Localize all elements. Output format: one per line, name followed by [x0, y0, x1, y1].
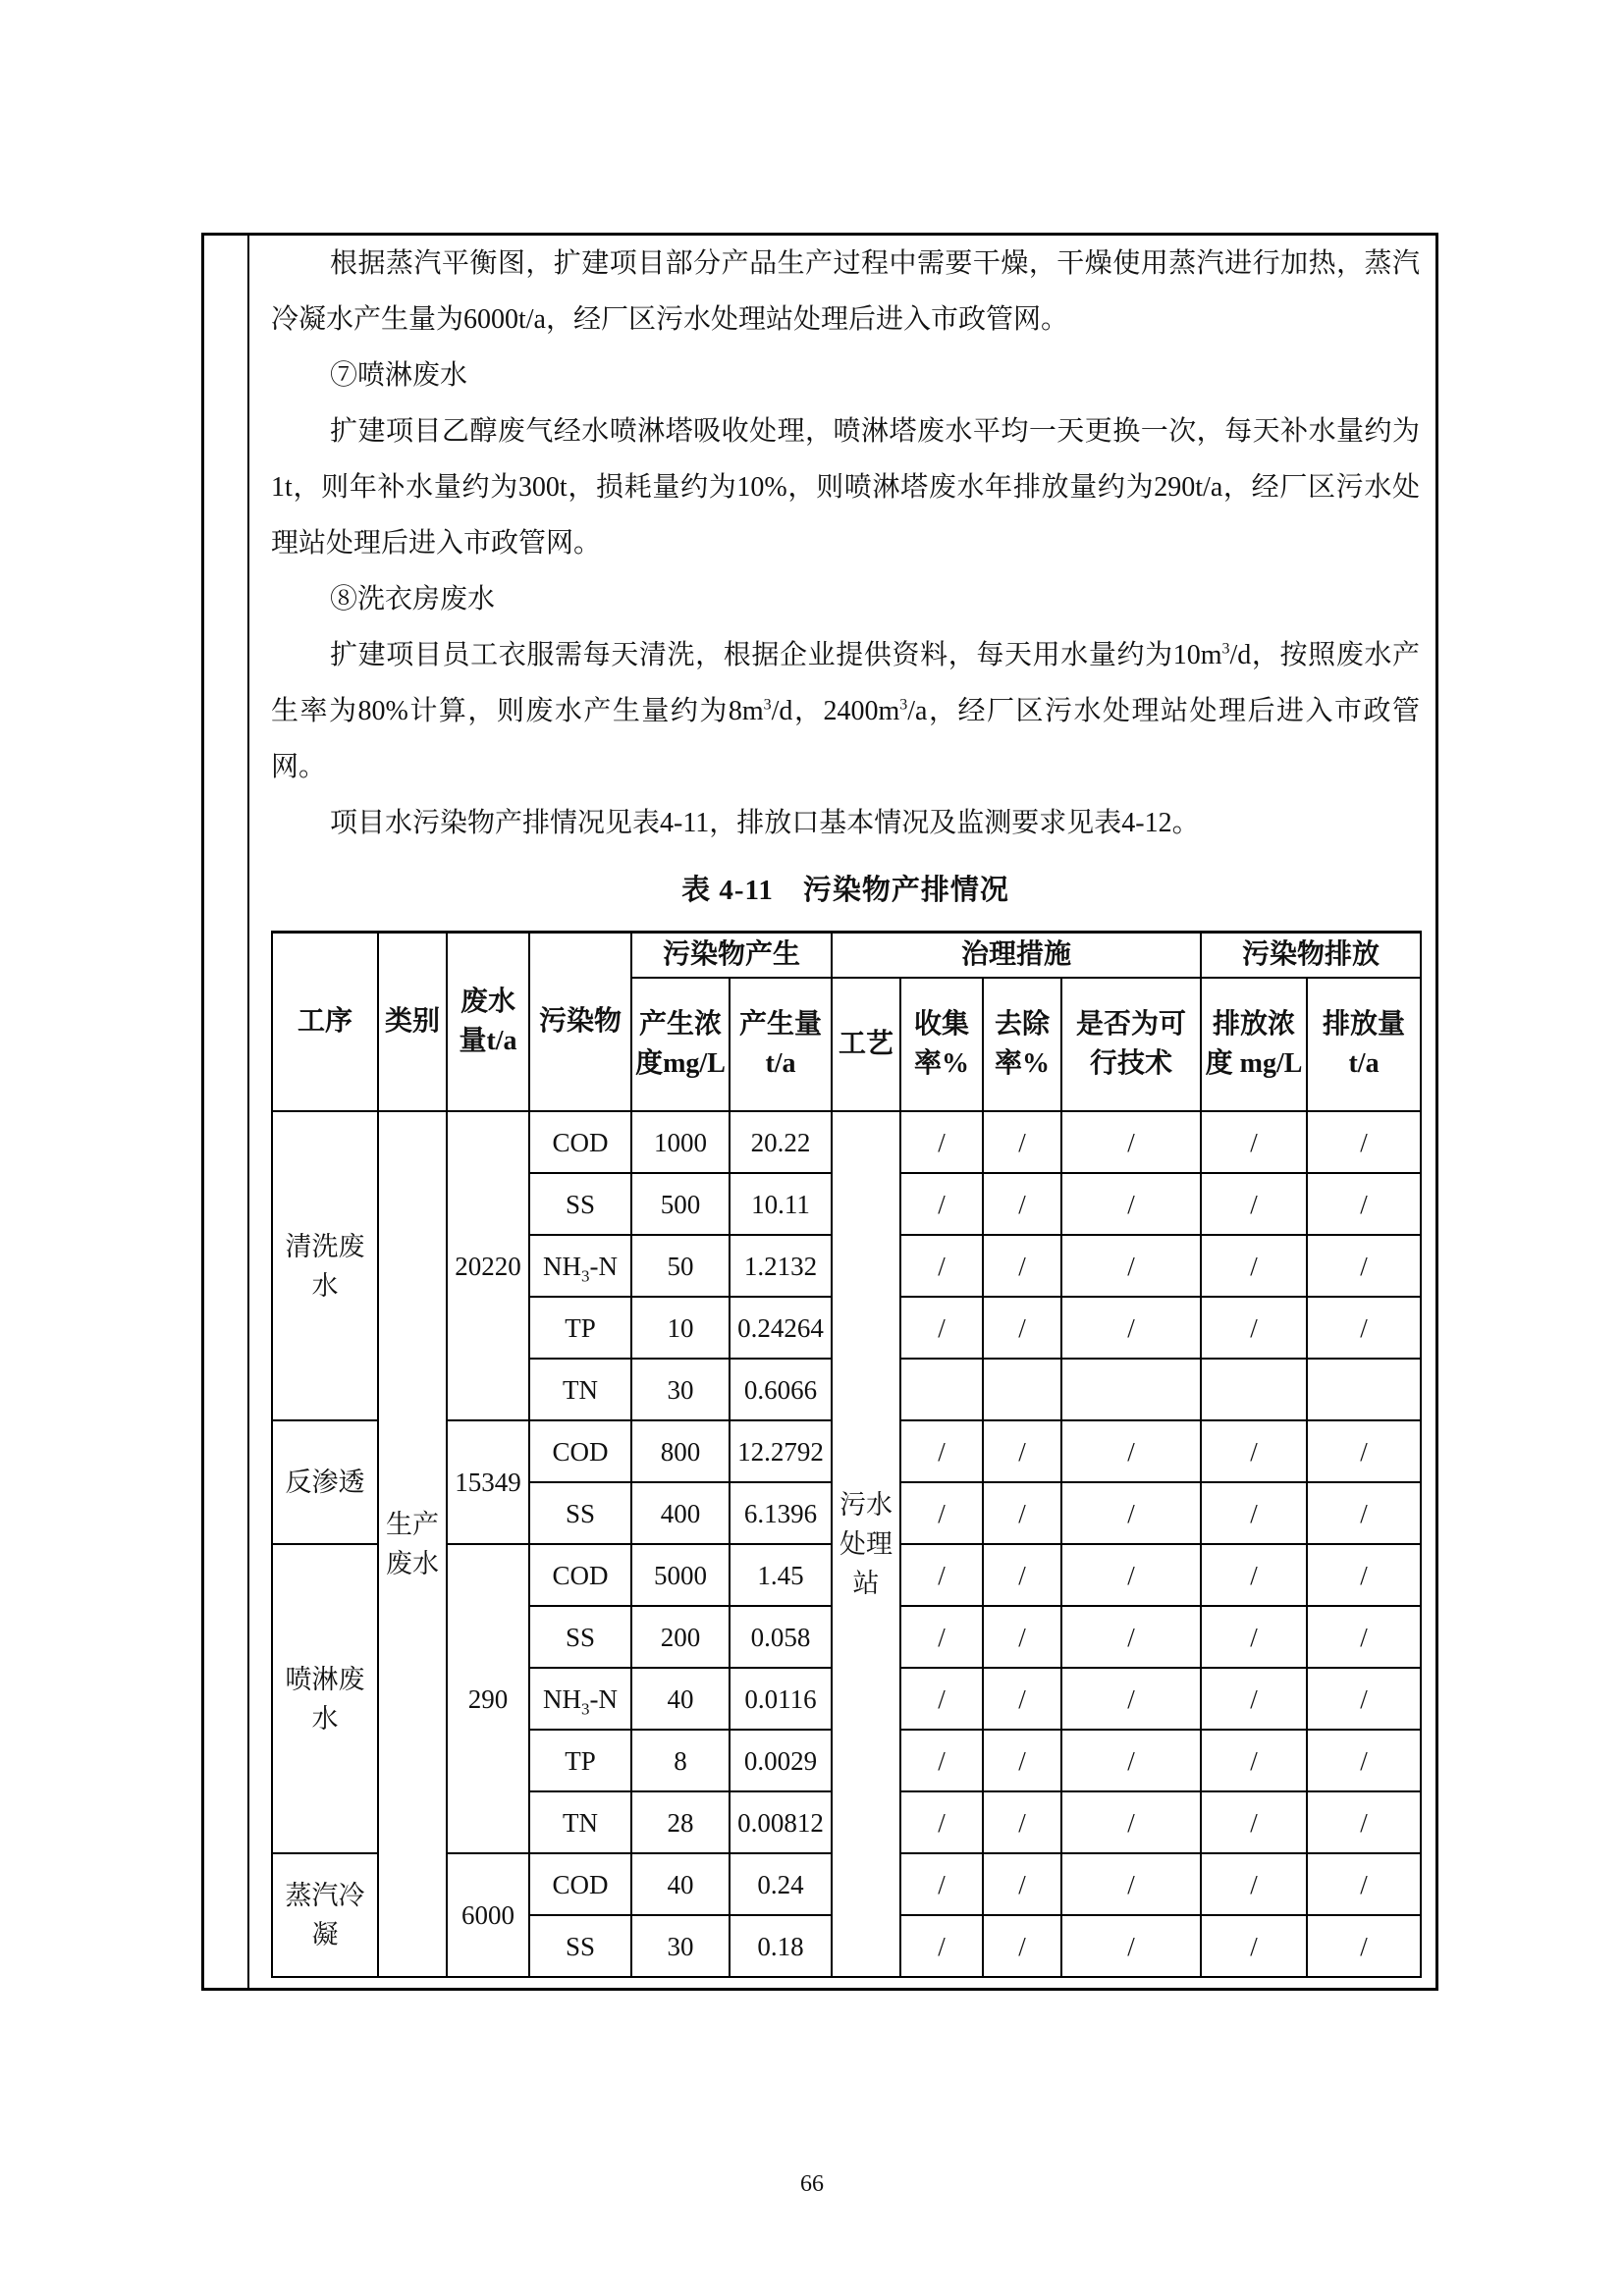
cell-dis-conc: /: [1201, 1297, 1307, 1359]
cell-dis-conc: /: [1201, 1544, 1307, 1606]
cell-pollutant: SS: [529, 1482, 631, 1544]
body-text: [271, 236, 1420, 851]
frame-left-rule: [247, 233, 249, 1991]
cell-removal: /: [983, 1544, 1061, 1606]
cell-pollutant: TP: [529, 1297, 631, 1359]
cell-process: 清洗废水: [272, 1111, 378, 1420]
cell-conc: 50: [631, 1235, 730, 1297]
cell-volume: 15349: [447, 1420, 529, 1544]
cell-removal: /: [983, 1915, 1061, 1977]
header-gen-concentration: 产生浓度mg/L: [631, 978, 730, 1111]
cell-feasible: /: [1061, 1730, 1201, 1791]
cell-dis-conc: /: [1201, 1420, 1307, 1482]
cell-feasible: /: [1061, 1297, 1201, 1359]
cell-removal: /: [983, 1111, 1061, 1173]
cell-pollutant-nh3n: [529, 1235, 631, 1297]
header-wastewater-volume: 废水量t/a: [447, 933, 529, 1112]
cell-feasible: /: [1061, 1915, 1201, 1977]
paragraph-laundry-wastewater: [271, 627, 1420, 795]
cell-collection: [900, 1359, 983, 1420]
header-gen-amount: 产生量t/a: [730, 978, 832, 1111]
laundry-text-b: /d，按照废水产生率为80%计算，则废水产生量约为8m: [271, 640, 1420, 726]
cell-feasible: /: [1061, 1111, 1201, 1173]
cell-collection: /: [900, 1235, 983, 1297]
cell-amount: 12.2792: [730, 1420, 832, 1482]
cell-conc: 8: [631, 1730, 730, 1791]
cell-dis-conc: [1201, 1359, 1307, 1420]
cell-collection: /: [900, 1791, 983, 1853]
header-dis-concentration: 排放浓度 mg/L: [1201, 978, 1307, 1111]
cell-category: 生产废水: [378, 1111, 447, 1977]
header-group-discharge: 污染物排放: [1201, 933, 1421, 979]
cell-process: 喷淋废水: [272, 1544, 378, 1853]
header-group-generation: 污染物产生: [631, 933, 832, 979]
cell-collection: /: [900, 1606, 983, 1668]
cell-dis-amount: /: [1307, 1606, 1421, 1668]
cell-technique: 污水处理站: [832, 1111, 900, 1977]
cell-conc: 5000: [631, 1544, 730, 1606]
laundry-sup-3: 3: [899, 696, 908, 714]
laundry-text-d: /a，经厂区污水处理站处理后进入市政管网。: [271, 696, 1420, 782]
cell-amount: 0.00812: [730, 1791, 832, 1853]
laundry-sup-1: 3: [1221, 640, 1230, 658]
header-feasible: 是否为可行技术: [1061, 978, 1201, 1111]
cell-conc: 400: [631, 1482, 730, 1544]
cell-dis-conc: /: [1201, 1853, 1307, 1915]
cell-pollutant: COD: [529, 1111, 631, 1173]
cell-feasible: /: [1061, 1235, 1201, 1297]
cell-conc: 40: [631, 1668, 730, 1730]
cell-removal: /: [983, 1791, 1061, 1853]
cell-removal: /: [983, 1297, 1061, 1359]
cell-removal: /: [983, 1173, 1061, 1235]
cell-pollutant: COD: [529, 1544, 631, 1606]
cell-dis-amount: /: [1307, 1111, 1421, 1173]
cell-collection: /: [900, 1297, 983, 1359]
cell-collection: /: [900, 1668, 983, 1730]
laundry-sup-2: 3: [763, 696, 772, 714]
cell-volume: 290: [447, 1544, 529, 1853]
cell-amount: 1.2132: [730, 1235, 832, 1297]
cell-pollutant: TN: [529, 1791, 631, 1853]
cell-removal: [983, 1359, 1061, 1420]
cell-collection: /: [900, 1111, 983, 1173]
cell-dis-amount: /: [1307, 1297, 1421, 1359]
cell-dis-conc: /: [1201, 1235, 1307, 1297]
cell-volume: 20220: [447, 1111, 529, 1420]
cell-dis-amount: /: [1307, 1173, 1421, 1235]
header-category: 类别: [378, 933, 447, 1112]
cell-amount: 0.24: [730, 1853, 832, 1915]
cell-dis-amount: /: [1307, 1791, 1421, 1853]
cell-dis-conc: /: [1201, 1482, 1307, 1544]
paragraph-table-reference: 项目水污染物产排情况见表4-11，排放口基本情况及监测要求见表4-12。: [330, 808, 1200, 838]
nh3-main: NH: [543, 1251, 581, 1281]
cell-conc: 200: [631, 1606, 730, 1668]
cell-conc: 10: [631, 1297, 730, 1359]
cell-collection: /: [900, 1173, 983, 1235]
cell-amount: 0.058: [730, 1606, 832, 1668]
cell-dis-amount: /: [1307, 1235, 1421, 1297]
table-row: [272, 1111, 1421, 1173]
paragraph-spray-wastewater: 扩建项目乙醇废气经水喷淋塔吸收处理，喷淋塔废水平均一天更换一次，每天补水量约为1t，则年补水量约为300t，损耗量约为10%，则喷淋塔废水年排放量约为290t/a，经厂区污水处理站处理后进入市政管网。: [271, 416, 1420, 559]
cell-amount: 6.1396: [730, 1482, 832, 1544]
cell-feasible: /: [1061, 1668, 1201, 1730]
cell-removal: /: [983, 1235, 1061, 1297]
header-collection-rate: 收集率%: [900, 978, 983, 1111]
cell-dis-amount: /: [1307, 1544, 1421, 1606]
cell-collection: /: [900, 1420, 983, 1482]
laundry-text-a: 扩建项目员工衣服需每天清洗，根据企业提供资料，每天用水量约为10m: [330, 640, 1222, 670]
cell-amount: 0.0116: [730, 1668, 832, 1730]
table-caption: 表 4-11 污染物产排情况: [681, 875, 1009, 906]
cell-removal: /: [983, 1668, 1061, 1730]
nh3-sub: 3: [581, 1265, 590, 1285]
cell-process: 反渗透: [272, 1420, 378, 1544]
cell-collection: /: [900, 1853, 983, 1915]
cell-conc: 800: [631, 1420, 730, 1482]
cell-process: 蒸汽冷凝: [272, 1853, 378, 1977]
cell-dis-amount: /: [1307, 1915, 1421, 1977]
cell-pollutant: TP: [529, 1730, 631, 1791]
cell-removal: /: [983, 1482, 1061, 1544]
paragraph-steam-condensate: 根据蒸汽平衡图，扩建项目部分产品生产过程中需要干燥，干燥使用蒸汽进行加热，蒸汽冷凝水产生量为6000t/a，经厂区污水处理站处理后进入市政管网。: [271, 248, 1420, 335]
cell-feasible: /: [1061, 1420, 1201, 1482]
cell-collection: /: [900, 1730, 983, 1791]
cell-conc: 1000: [631, 1111, 730, 1173]
cell-removal: /: [983, 1730, 1061, 1791]
cell-dis-conc: /: [1201, 1791, 1307, 1853]
cell-amount: 1.45: [730, 1544, 832, 1606]
nh3-tail: -N: [589, 1251, 618, 1281]
header-group-treatment: 治理措施: [832, 933, 1201, 979]
cell-dis-conc: /: [1201, 1606, 1307, 1668]
cell-pollutant: SS: [529, 1915, 631, 1977]
pollutant-table: [271, 931, 1422, 1978]
cell-dis-conc: /: [1201, 1111, 1307, 1173]
laundry-text-c: /d，2400m: [771, 696, 900, 726]
cell-feasible: [1061, 1359, 1201, 1420]
cell-conc: 28: [631, 1791, 730, 1853]
cell-dis-conc: /: [1201, 1730, 1307, 1791]
cell-pollutant: COD: [529, 1420, 631, 1482]
cell-removal: /: [983, 1420, 1061, 1482]
header-process: 工序: [272, 933, 378, 1112]
cell-feasible: /: [1061, 1853, 1201, 1915]
cell-dis-amount: /: [1307, 1730, 1421, 1791]
heading-laundry-wastewater: ⑧洗衣房废水: [330, 584, 496, 614]
cell-pollutant-nh3n: [529, 1668, 631, 1730]
cell-dis-amount: /: [1307, 1420, 1421, 1482]
cell-collection: /: [900, 1482, 983, 1544]
cell-dis-amount: /: [1307, 1668, 1421, 1730]
cell-amount: 0.6066: [730, 1359, 832, 1420]
cell-feasible: /: [1061, 1606, 1201, 1668]
cell-removal: /: [983, 1853, 1061, 1915]
header-pollutant: 污染物: [529, 933, 631, 1112]
cell-dis-amount: [1307, 1359, 1421, 1420]
cell-conc: 30: [631, 1359, 730, 1420]
cell-dis-conc: /: [1201, 1668, 1307, 1730]
nh3-sub: 3: [581, 1698, 590, 1718]
cell-pollutant: COD: [529, 1853, 631, 1915]
cell-removal: /: [983, 1606, 1061, 1668]
cell-conc: 30: [631, 1915, 730, 1977]
cell-dis-amount: /: [1307, 1482, 1421, 1544]
header-technique: 工艺: [832, 978, 900, 1111]
cell-volume: 6000: [447, 1853, 529, 1977]
cell-pollutant: SS: [529, 1173, 631, 1235]
cell-feasible: /: [1061, 1173, 1201, 1235]
cell-collection: /: [900, 1544, 983, 1606]
header-dis-amount: 排放量t/a: [1307, 978, 1421, 1111]
cell-amount: 0.0029: [730, 1730, 832, 1791]
cell-dis-conc: /: [1201, 1173, 1307, 1235]
cell-amount: 20.22: [730, 1111, 832, 1173]
cell-amount: 10.11: [730, 1173, 832, 1235]
cell-dis-amount: /: [1307, 1853, 1421, 1915]
cell-conc: 500: [631, 1173, 730, 1235]
cell-feasible: /: [1061, 1791, 1201, 1853]
page-number: 66: [800, 2171, 824, 2197]
cell-dis-conc: /: [1201, 1915, 1307, 1977]
cell-pollutant: TN: [529, 1359, 631, 1420]
cell-collection: /: [900, 1915, 983, 1977]
cell-feasible: /: [1061, 1482, 1201, 1544]
header-removal-rate: 去除率%: [983, 978, 1061, 1111]
nh3-tail: -N: [589, 1683, 618, 1714]
cell-pollutant: SS: [529, 1606, 631, 1668]
nh3-main: NH: [543, 1683, 581, 1714]
cell-conc: 40: [631, 1853, 730, 1915]
cell-feasible: /: [1061, 1544, 1201, 1606]
cell-amount: 0.18: [730, 1915, 832, 1977]
heading-spray-wastewater: ⑦喷淋废水: [330, 360, 468, 391]
cell-amount: 0.24264: [730, 1297, 832, 1359]
